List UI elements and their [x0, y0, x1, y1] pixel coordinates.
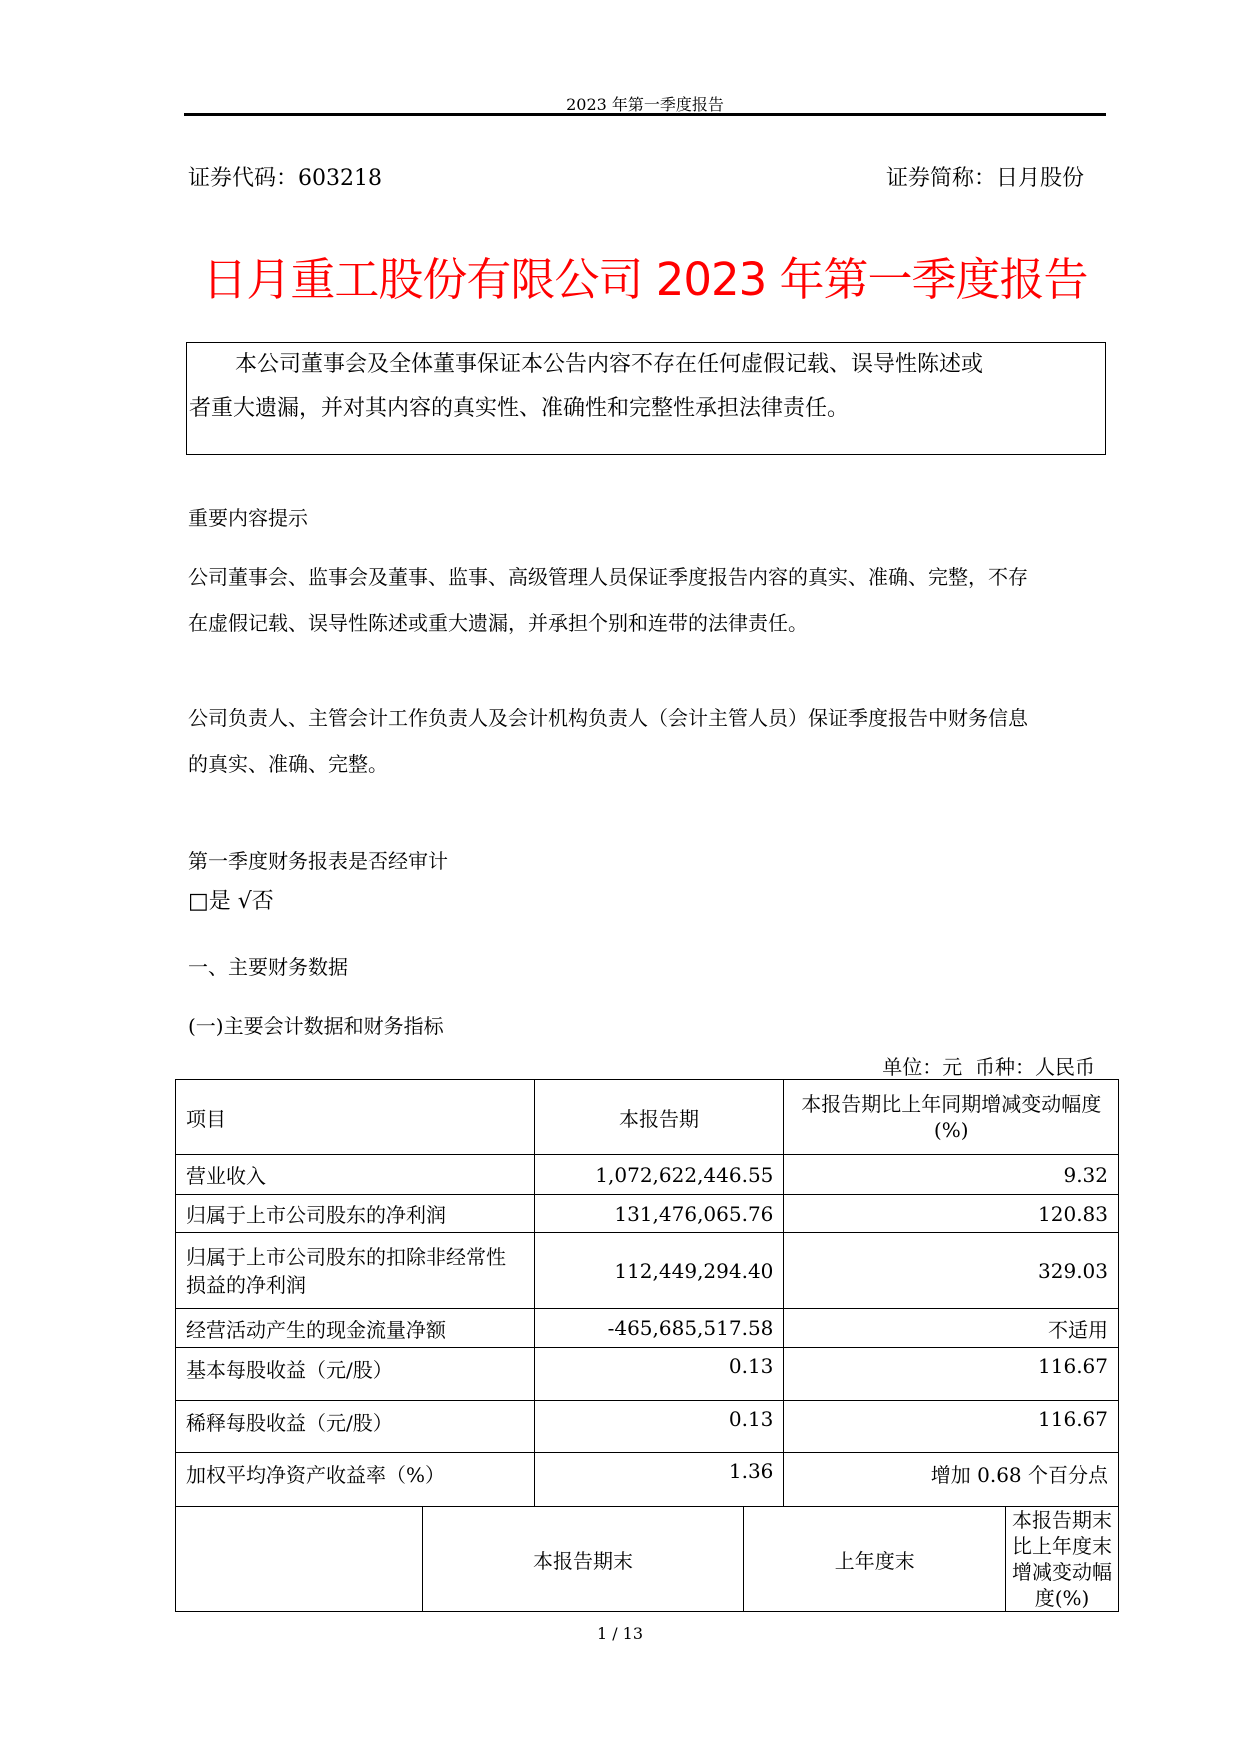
running-header: 2023 年第一季度报告	[566, 95, 724, 114]
header-current-period: 本报告期	[534, 1080, 784, 1155]
table-row	[176, 1309, 1119, 1348]
row-change: 116.67	[784, 1348, 1119, 1401]
row-label: 归属于上市公司股东的扣除非经常性损益的净利润	[176, 1233, 535, 1309]
row-label: 营业收入	[176, 1155, 535, 1195]
table-row	[176, 1401, 1119, 1453]
section-heading: 一、主要财务数据	[188, 955, 348, 979]
row-value: 0.13	[534, 1348, 784, 1401]
table-row	[176, 1155, 1119, 1195]
header2-period-end: 本报告期末	[422, 1507, 744, 1612]
table-row	[176, 1453, 1119, 1507]
row-label: 经营活动产生的现金流量净额	[176, 1309, 535, 1348]
row-value: 0.13	[534, 1401, 784, 1453]
row-change: 增加 0.68 个百分点	[784, 1453, 1119, 1507]
notice-line-2: 者重大遗漏，并对其内容的真实性、准确性和完整性承担法律责任。	[189, 396, 850, 421]
important-para2-line1: 公司负责人、主管会计工作负责人及会计机构负责人（会计主管人员）保证季度报告中财务信息	[188, 706, 1028, 730]
table-row	[176, 1348, 1119, 1401]
table-row	[176, 1233, 1119, 1309]
document-title: 日月重工股份有限公司 2023 年第一季度报告	[202, 253, 1088, 306]
row-value: 1.36	[534, 1453, 784, 1507]
important-heading: 重要内容提示	[188, 506, 308, 530]
header-yoy-change: 本报告期比上年同期增减变动幅度(%)	[784, 1080, 1119, 1155]
important-para2-line2: 的真实、准确、完整。	[188, 752, 388, 776]
stock-code: 证券代码：603218	[188, 166, 382, 191]
header2-prior-year-end: 上年度末	[744, 1507, 1006, 1612]
row-label: 基本每股收益（元/股）	[176, 1348, 535, 1401]
row-label: 归属于上市公司股东的净利润	[176, 1195, 535, 1233]
audit-question: 第一季度财务报表是否经审计	[188, 849, 448, 873]
row-change: 116.67	[784, 1401, 1119, 1453]
row-change: 9.32	[784, 1155, 1119, 1195]
header-item: 项目	[176, 1080, 535, 1155]
stock-abbreviation: 证券简称：日月股份	[885, 166, 1084, 191]
row-label: 稀释每股收益（元/股）	[176, 1401, 535, 1453]
row-value: 112,449,294.40	[534, 1233, 784, 1309]
row-value: 131,476,065.76	[534, 1195, 784, 1233]
subsection-heading: (一)主要会计数据和财务指标	[188, 1014, 444, 1038]
row-change: 329.03	[784, 1233, 1119, 1309]
row-label: 加权平均净资产收益率（%）	[176, 1453, 535, 1507]
header2-item	[176, 1507, 423, 1612]
audit-answer: □是 √否	[188, 889, 274, 914]
table-header-row-2	[176, 1507, 1119, 1612]
row-change: 不适用	[784, 1309, 1119, 1348]
unit-note: 单位：元 币种：人民币	[882, 1055, 1095, 1079]
row-value: -465,685,517.58	[534, 1309, 784, 1348]
row-value: 1,072,622,446.55	[534, 1155, 784, 1195]
table-header-row	[176, 1080, 1119, 1155]
page-number: 1 / 13	[596, 1624, 644, 1643]
board-notice-box	[186, 342, 1106, 455]
notice-line-1: 本公司董事会及全体董事保证本公告内容不存在任何虚假记载、误导性陈述或	[235, 352, 984, 377]
header2-change: 本报告期末比上年度末增减变动幅度(%)	[1006, 1507, 1119, 1612]
row-change: 120.83	[784, 1195, 1119, 1233]
important-para1-line1: 公司董事会、监事会及董事、监事、高级管理人员保证季度报告内容的真实、准确、完整，不存	[188, 565, 1028, 589]
table-row	[176, 1195, 1119, 1233]
financial-data-table	[175, 1079, 1119, 1612]
header-divider	[184, 113, 1106, 116]
important-para1-line2: 在虚假记载、误导性陈述或重大遗漏，并承担个别和连带的法律责任。	[188, 611, 808, 635]
